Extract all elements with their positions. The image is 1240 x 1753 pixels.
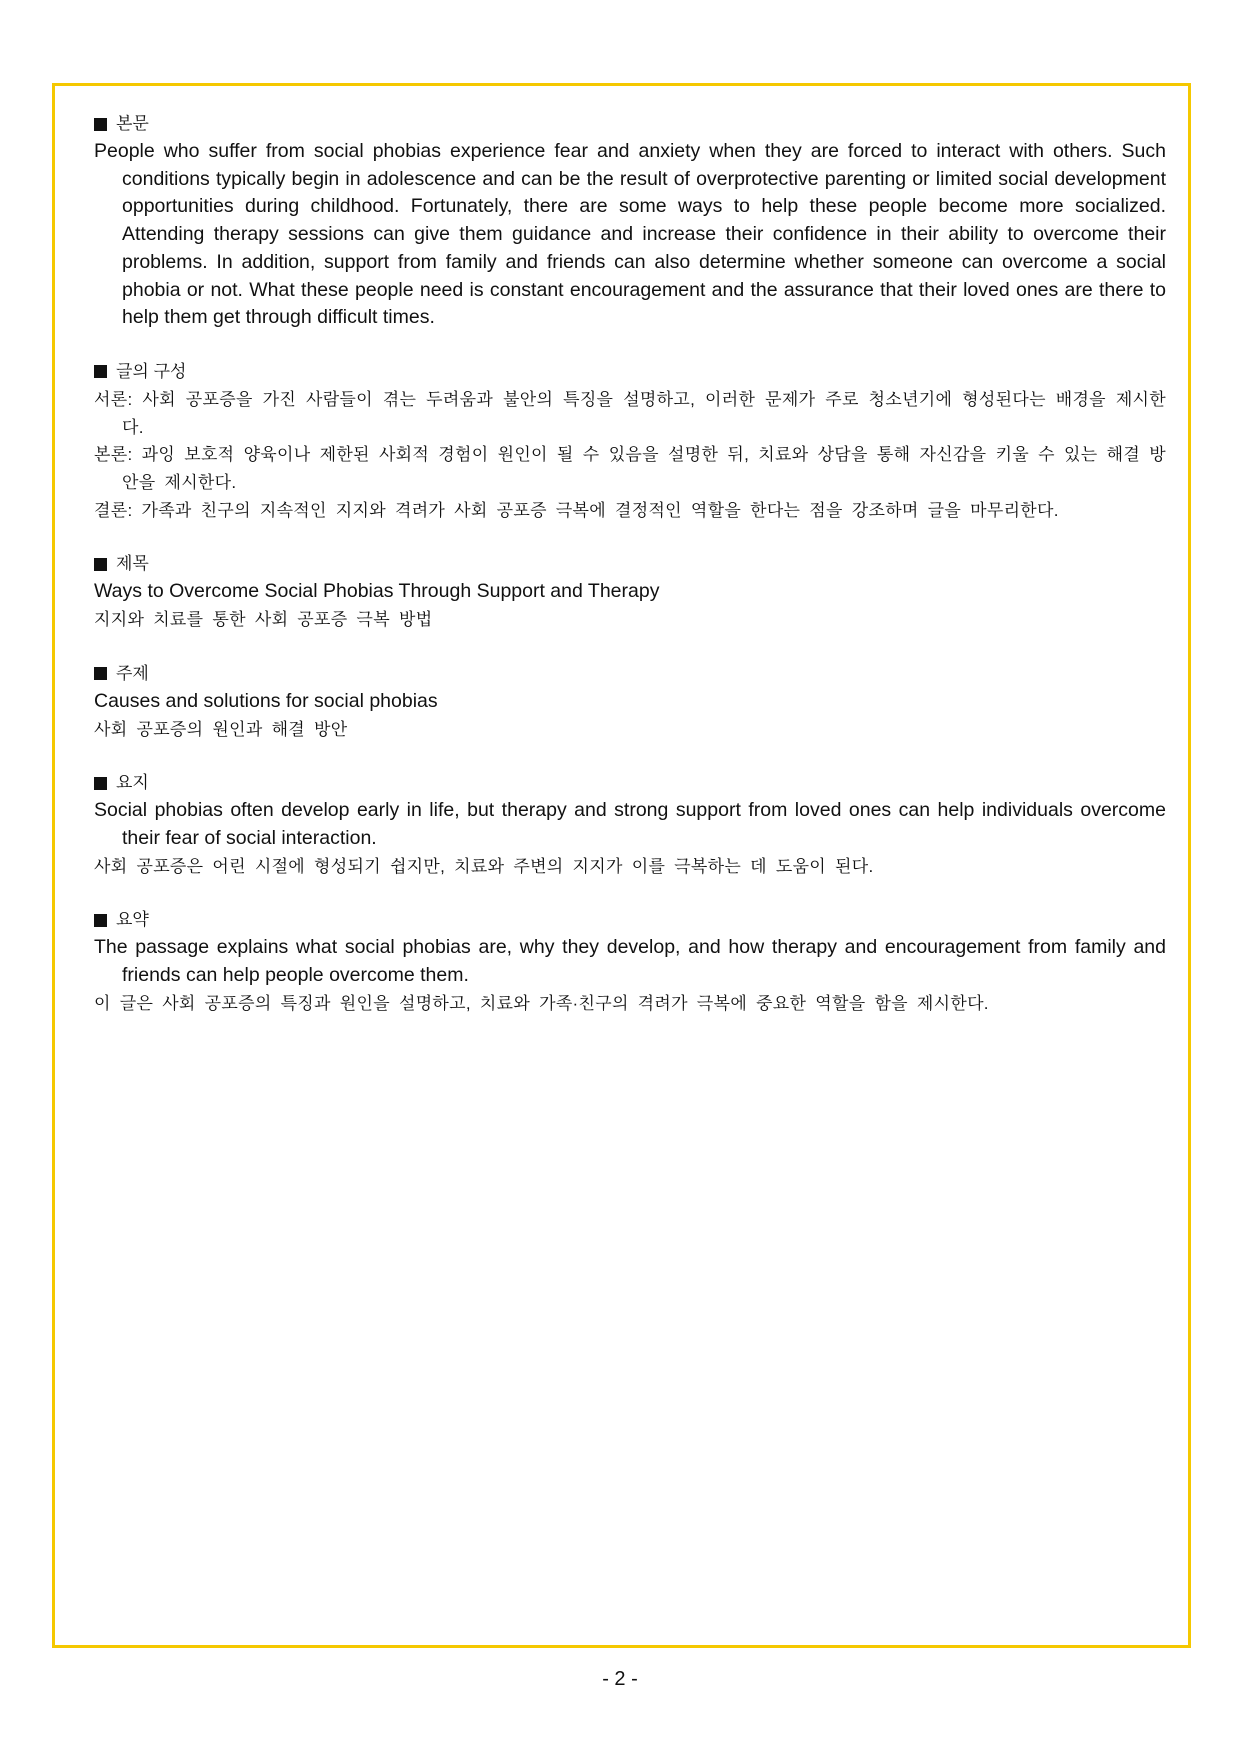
section: [94, 906, 1166, 1017]
section-heading: [94, 358, 1166, 386]
korean-text: 지지와 치료를 통한 사회 공포증 극복 방법: [94, 610, 433, 630]
korean-text: 이 글은 사회 공포증의 특징과 원인을 설명하고, 치료와 가족·친구의 격려가 극복에 중요한 역할을 함을 제시한다.: [94, 993, 989, 1013]
square-bullet-icon: [94, 558, 107, 571]
document-body: [94, 110, 1166, 1043]
section-heading: [94, 769, 1166, 797]
korean-text: 사회 공포증은 어린 시절에 형성되기 쉽지만, 치료와 주변의 지지가 이를 극복하는 데 도움이 된다.: [94, 856, 874, 876]
section-heading-text: 제목: [116, 554, 149, 574]
section: [94, 769, 1166, 880]
english-text: People who suffer from social phobias experience fear and anxiety when they are forced to interact with others. Such conditions typically begin in adolescence and can be the result of overprotective parenting or limited social development opportunities during childhood. Fortunately, there are some ways to help these people become more socialized. Attending therapy sessions can give them guidance and increase their confidence in their ability to overcome their problems. In addition, support from family and friends can also determine whether someone can overcome a social phobia or not. What these people need is constant encouragement and the assurance that their loved ones are there to help them get through difficult times.: [94, 140, 1166, 329]
korean-text: 서론: 사회 공포증을 가진 사람들이 겪는 두려움과 불안의 특징을 설명하고, 이러한 문제가 주로 청소년기에 형성된다는 배경을 제시한다.: [94, 389, 1166, 437]
english-text: The passage explains what social phobias are, why they develop, and how therapy and encouragement from family and friends can help people overcome them.: [94, 936, 1166, 987]
section-heading-text: 글의 구성: [116, 361, 187, 381]
section-heading: [94, 906, 1166, 934]
section: [94, 550, 1166, 633]
section-heading-text: 요약: [116, 910, 149, 930]
korean-text: 결론: 가족과 친구의 지속적인 지지와 격려가 사회 공포증 극복에 결정적인 역할을 한다는 점을 강조하며 글을 마무리한다.: [94, 500, 1059, 520]
square-bullet-icon: [94, 667, 107, 680]
section-heading: [94, 550, 1166, 578]
square-bullet-icon: [94, 365, 107, 378]
square-bullet-icon: [94, 777, 107, 790]
korean-text: 본론: 과잉 보호적 양육이나 제한된 사회적 경험이 원인이 될 수 있음을 설명한 뒤, 치료와 상담을 통해 자신감을 키울 수 있는 해결 방안을 제시한다.: [94, 445, 1166, 493]
section-heading-text: 요지: [116, 773, 149, 793]
english-text: Social phobias often develop early in life, but therapy and strong support from loved ones can help individuals overcome their fear of social interaction.: [94, 799, 1166, 849]
section: [94, 110, 1166, 332]
section-heading-text: 주제: [116, 663, 149, 683]
section-heading: [94, 110, 1166, 138]
korean-text: 사회 공포증의 원인과 해결 방안: [94, 719, 348, 739]
square-bullet-icon: [94, 914, 107, 927]
english-text: Ways to Overcome Social Phobias Through Support and Therapy: [94, 580, 660, 603]
section: [94, 660, 1166, 743]
section-heading-text: 본문: [116, 114, 149, 133]
section: [94, 358, 1166, 525]
section-heading: [94, 660, 1166, 688]
square-bullet-icon: [94, 118, 107, 131]
page-number: - 2 -: [602, 1668, 638, 1690]
english-text: Causes and solutions for social phobias: [94, 689, 438, 712]
